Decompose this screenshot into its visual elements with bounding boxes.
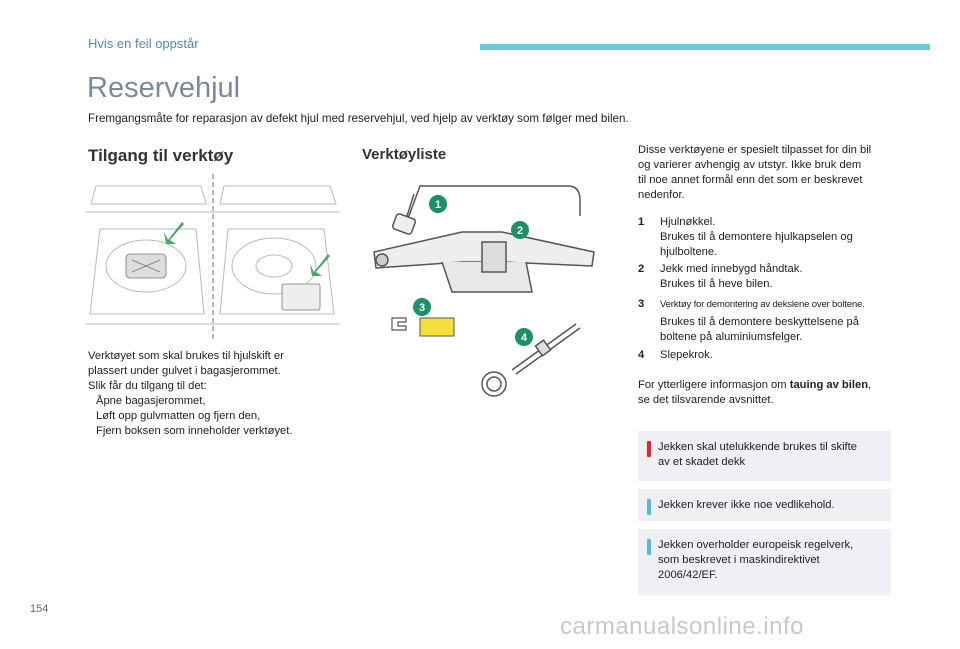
- warning-icon: [647, 441, 651, 457]
- right-intro: [638, 143, 898, 203]
- info-icon: [647, 499, 651, 515]
- list-item: [88, 424, 328, 439]
- item-name: Hjulnøkkel.: [660, 216, 716, 228]
- info-line: Jekken krever ikke noe vedlikehold.: [658, 499, 835, 511]
- bullet-text: Løft opp gulvmatten og fjern den,: [96, 410, 261, 422]
- tool-access-text: [88, 349, 328, 439]
- item-desc: boltene på aluminiumsfelger.: [660, 331, 803, 343]
- item-number: 3: [638, 298, 645, 310]
- info-line: Jekken overholder europeisk regelverk,: [658, 539, 854, 551]
- info-text: [658, 498, 881, 513]
- more-info-text: ,: [868, 379, 872, 391]
- callout-1: 1: [434, 199, 442, 211]
- item-number: 1: [638, 216, 645, 228]
- item-name: Slepekrok.: [660, 349, 713, 361]
- heading-tool-access: Tilgang til verktøy: [88, 146, 234, 165]
- tools-illustration-svg: [362, 172, 602, 412]
- header-rule: [480, 44, 930, 50]
- info-icon: [647, 539, 651, 555]
- info-text: [658, 538, 881, 583]
- warning-line: Jekken skal utelukkende brukes til skifte: [658, 441, 857, 453]
- info-box-maintenance: [638, 489, 891, 521]
- item-number: 2: [638, 263, 645, 275]
- page-title: Reservehjul: [87, 72, 241, 104]
- list-item: [638, 348, 898, 363]
- info-box-regulation: [638, 529, 891, 595]
- para-line: Slik får du tilgang til det:: [88, 380, 207, 392]
- callout-4: 4: [520, 332, 528, 344]
- tool-list: [638, 215, 898, 363]
- warning-line: av et skadet dekk: [658, 456, 746, 468]
- item-desc: Brukes til å heve bilen.: [660, 278, 773, 290]
- item-desc: Brukes til å demontere beskyttelsene på: [660, 316, 859, 328]
- list-item: [638, 297, 898, 345]
- item-name: Jekk med innebygd håndtak.: [660, 263, 803, 275]
- right-intro-line: nedenfor.: [638, 189, 685, 201]
- more-info-text: For ytterligere informasjon om: [638, 379, 790, 391]
- list-item: [88, 394, 328, 409]
- watermark: carmanualsonline.info: [560, 613, 804, 640]
- callout-3: 3: [418, 302, 426, 314]
- right-intro-line: Disse verktøyene er spesielt tilpasset for din bil: [638, 144, 872, 156]
- para-line: plassert under gulvet i bagasjerommet.: [88, 365, 281, 377]
- tools-illustration: [362, 172, 602, 412]
- intro-text: Fremgangsmåte for reparasjon av defekt hjul med reservehjul, ved hjelp av verktøy som følger med bilen.: [88, 112, 629, 125]
- bullet-text: Fjern boksen som inneholder verktøyet.: [96, 425, 293, 437]
- page-number: 154: [30, 603, 49, 615]
- list-item: [88, 409, 328, 424]
- more-info-text: se det tilsvarende avsnittet.: [638, 394, 774, 406]
- right-intro-line: til noe annet formål enn det som er beskrevet: [638, 174, 863, 186]
- trunk-illustration-svg: [86, 174, 340, 342]
- list-item: [638, 215, 898, 260]
- item-desc: hjulboltene.: [660, 246, 718, 258]
- list-item: [638, 262, 898, 292]
- more-info-link[interactable]: tauing av bilen: [789, 379, 869, 391]
- callout-2: 2: [516, 225, 524, 237]
- heading-tool-list: Verktøyliste: [362, 146, 447, 163]
- section-header: Hvis en feil oppstår: [88, 36, 199, 51]
- warning-text: [658, 440, 881, 470]
- para-line: Verktøyet som skal brukes til hjulskift er: [88, 350, 284, 362]
- info-line: 2006/42/EF.: [658, 569, 718, 581]
- bullet-text: Åpne bagasjerommet,: [96, 395, 206, 407]
- trunk-illustration: [86, 174, 340, 342]
- warning-box: [638, 431, 891, 481]
- right-intro-line: og varierer avhengig av utstyr. Ikke bruk dem: [638, 159, 862, 171]
- item-name: Verktøy for demontering av dekslene over boltene.: [660, 299, 865, 310]
- item-desc: Brukes til å demontere hjulkapselen og: [660, 231, 853, 243]
- info-line: som beskrevet i maskindirektivet: [658, 554, 820, 566]
- item-number: 4: [638, 349, 645, 361]
- more-info: [638, 378, 898, 408]
